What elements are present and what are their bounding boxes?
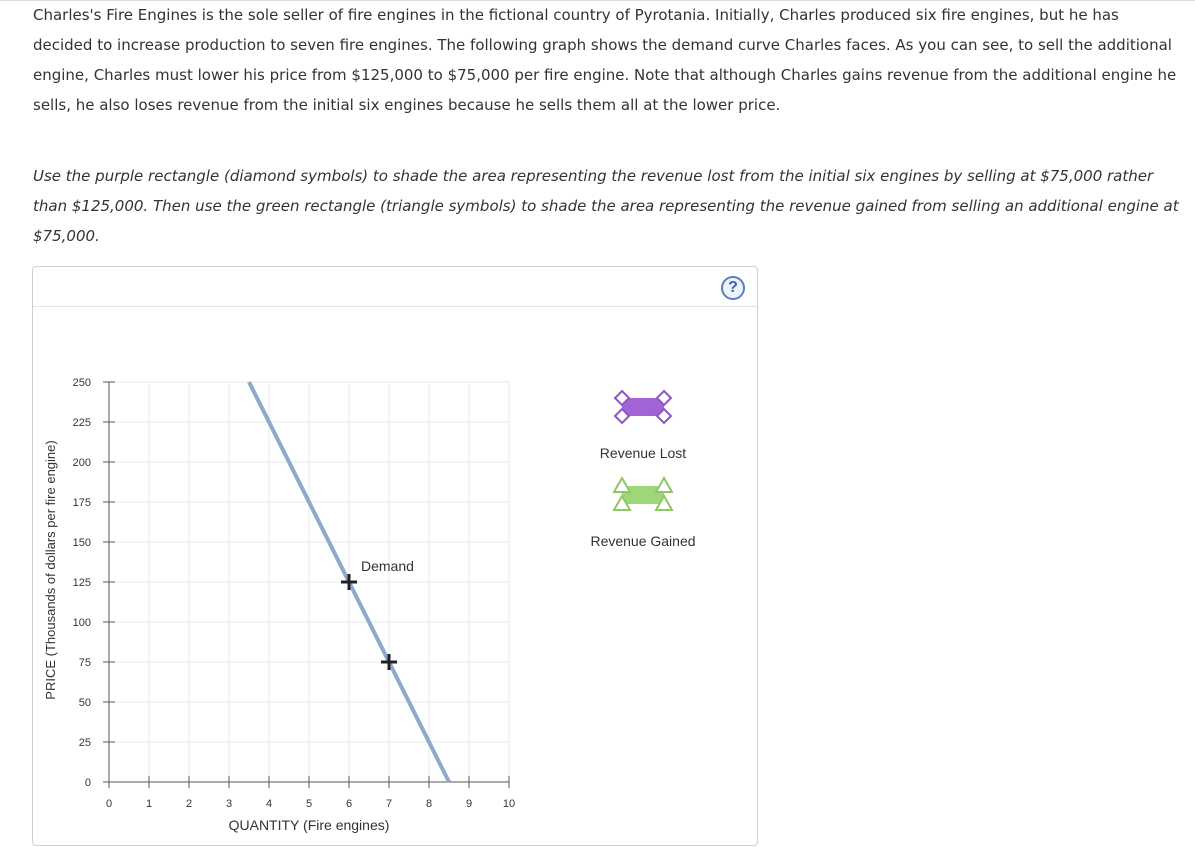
y-tick-label: 100	[72, 617, 91, 629]
x-tick-label: 3	[225, 798, 233, 810]
revenue-gained-label: Revenue Gained	[590, 533, 696, 549]
y-tick-label: 25	[78, 737, 91, 749]
x-tick-label: 8	[425, 798, 433, 810]
x-tick-label: 9	[465, 798, 473, 810]
x-tick-label: 1	[145, 798, 153, 810]
intro-paragraph: Charles's Fire Engines is the sole seller of fire engines in the fictional country of Pyrotania. Initially, Charles produced six fire engines, but he has decided to increase production to seven fire engines. The following graph shows the demand curve Charles faces. As you can see, to sell the additional engine, Charles must lower his price from $125,000 to $75,000 per fire engine. Note that although Charles gains revenue from the additional engine he sells, he also loses revenue from the initial six engines because he sells them all at the lower price.	[33, 6, 1177, 114]
y-tick-label: 175	[72, 497, 91, 509]
x-axis-label: QUANTITY (Fire engines)	[228, 817, 390, 833]
plus-marker	[341, 574, 357, 590]
x-tick-label: 6	[345, 798, 353, 810]
x-tick-label: 2	[185, 798, 193, 810]
revenue-lost-rectangle[interactable]	[622, 398, 664, 416]
revenue-lost-label: Revenue Lost	[599, 445, 687, 461]
x-tick-label: 5	[305, 798, 313, 810]
y-axis-label: PRICE (Thousands of dollars per fire engine)	[43, 440, 58, 700]
instruction-paragraph: Use the purple rectangle (diamond symbols) to shade the area representing the revenue lost from the initial six engines by selling at $75,000 rather than $125,000. Then use the green rectangle (triangle symbols) to shade the area representing the revenue gained from selling an additional engine at $75,000.	[33, 167, 1179, 245]
triangle-handle-icon[interactable]	[614, 478, 630, 492]
demand-label: Demand	[361, 557, 414, 574]
x-tick-label: 0	[105, 798, 113, 810]
y-tick-label: 200	[72, 457, 91, 469]
x-tick-label: 4	[265, 798, 273, 810]
y-tick-label: 0	[84, 777, 91, 789]
x-tick-label: 7	[385, 798, 393, 810]
y-tick-label: 150	[72, 537, 91, 549]
triangle-handle-icon[interactable]	[656, 478, 672, 492]
y-tick-label: 75	[78, 657, 91, 669]
y-tick-label: 225	[72, 417, 91, 429]
graph-panel	[32, 266, 758, 846]
plus-marker	[381, 654, 397, 670]
help-icon[interactable]: ?	[721, 276, 745, 300]
x-tick-label: 10	[502, 798, 516, 810]
graph-canvas[interactable]	[33, 267, 759, 847]
y-tick-label: 125	[72, 577, 91, 589]
y-tick-label: 250	[72, 377, 91, 389]
y-tick-label: 50	[78, 697, 91, 709]
